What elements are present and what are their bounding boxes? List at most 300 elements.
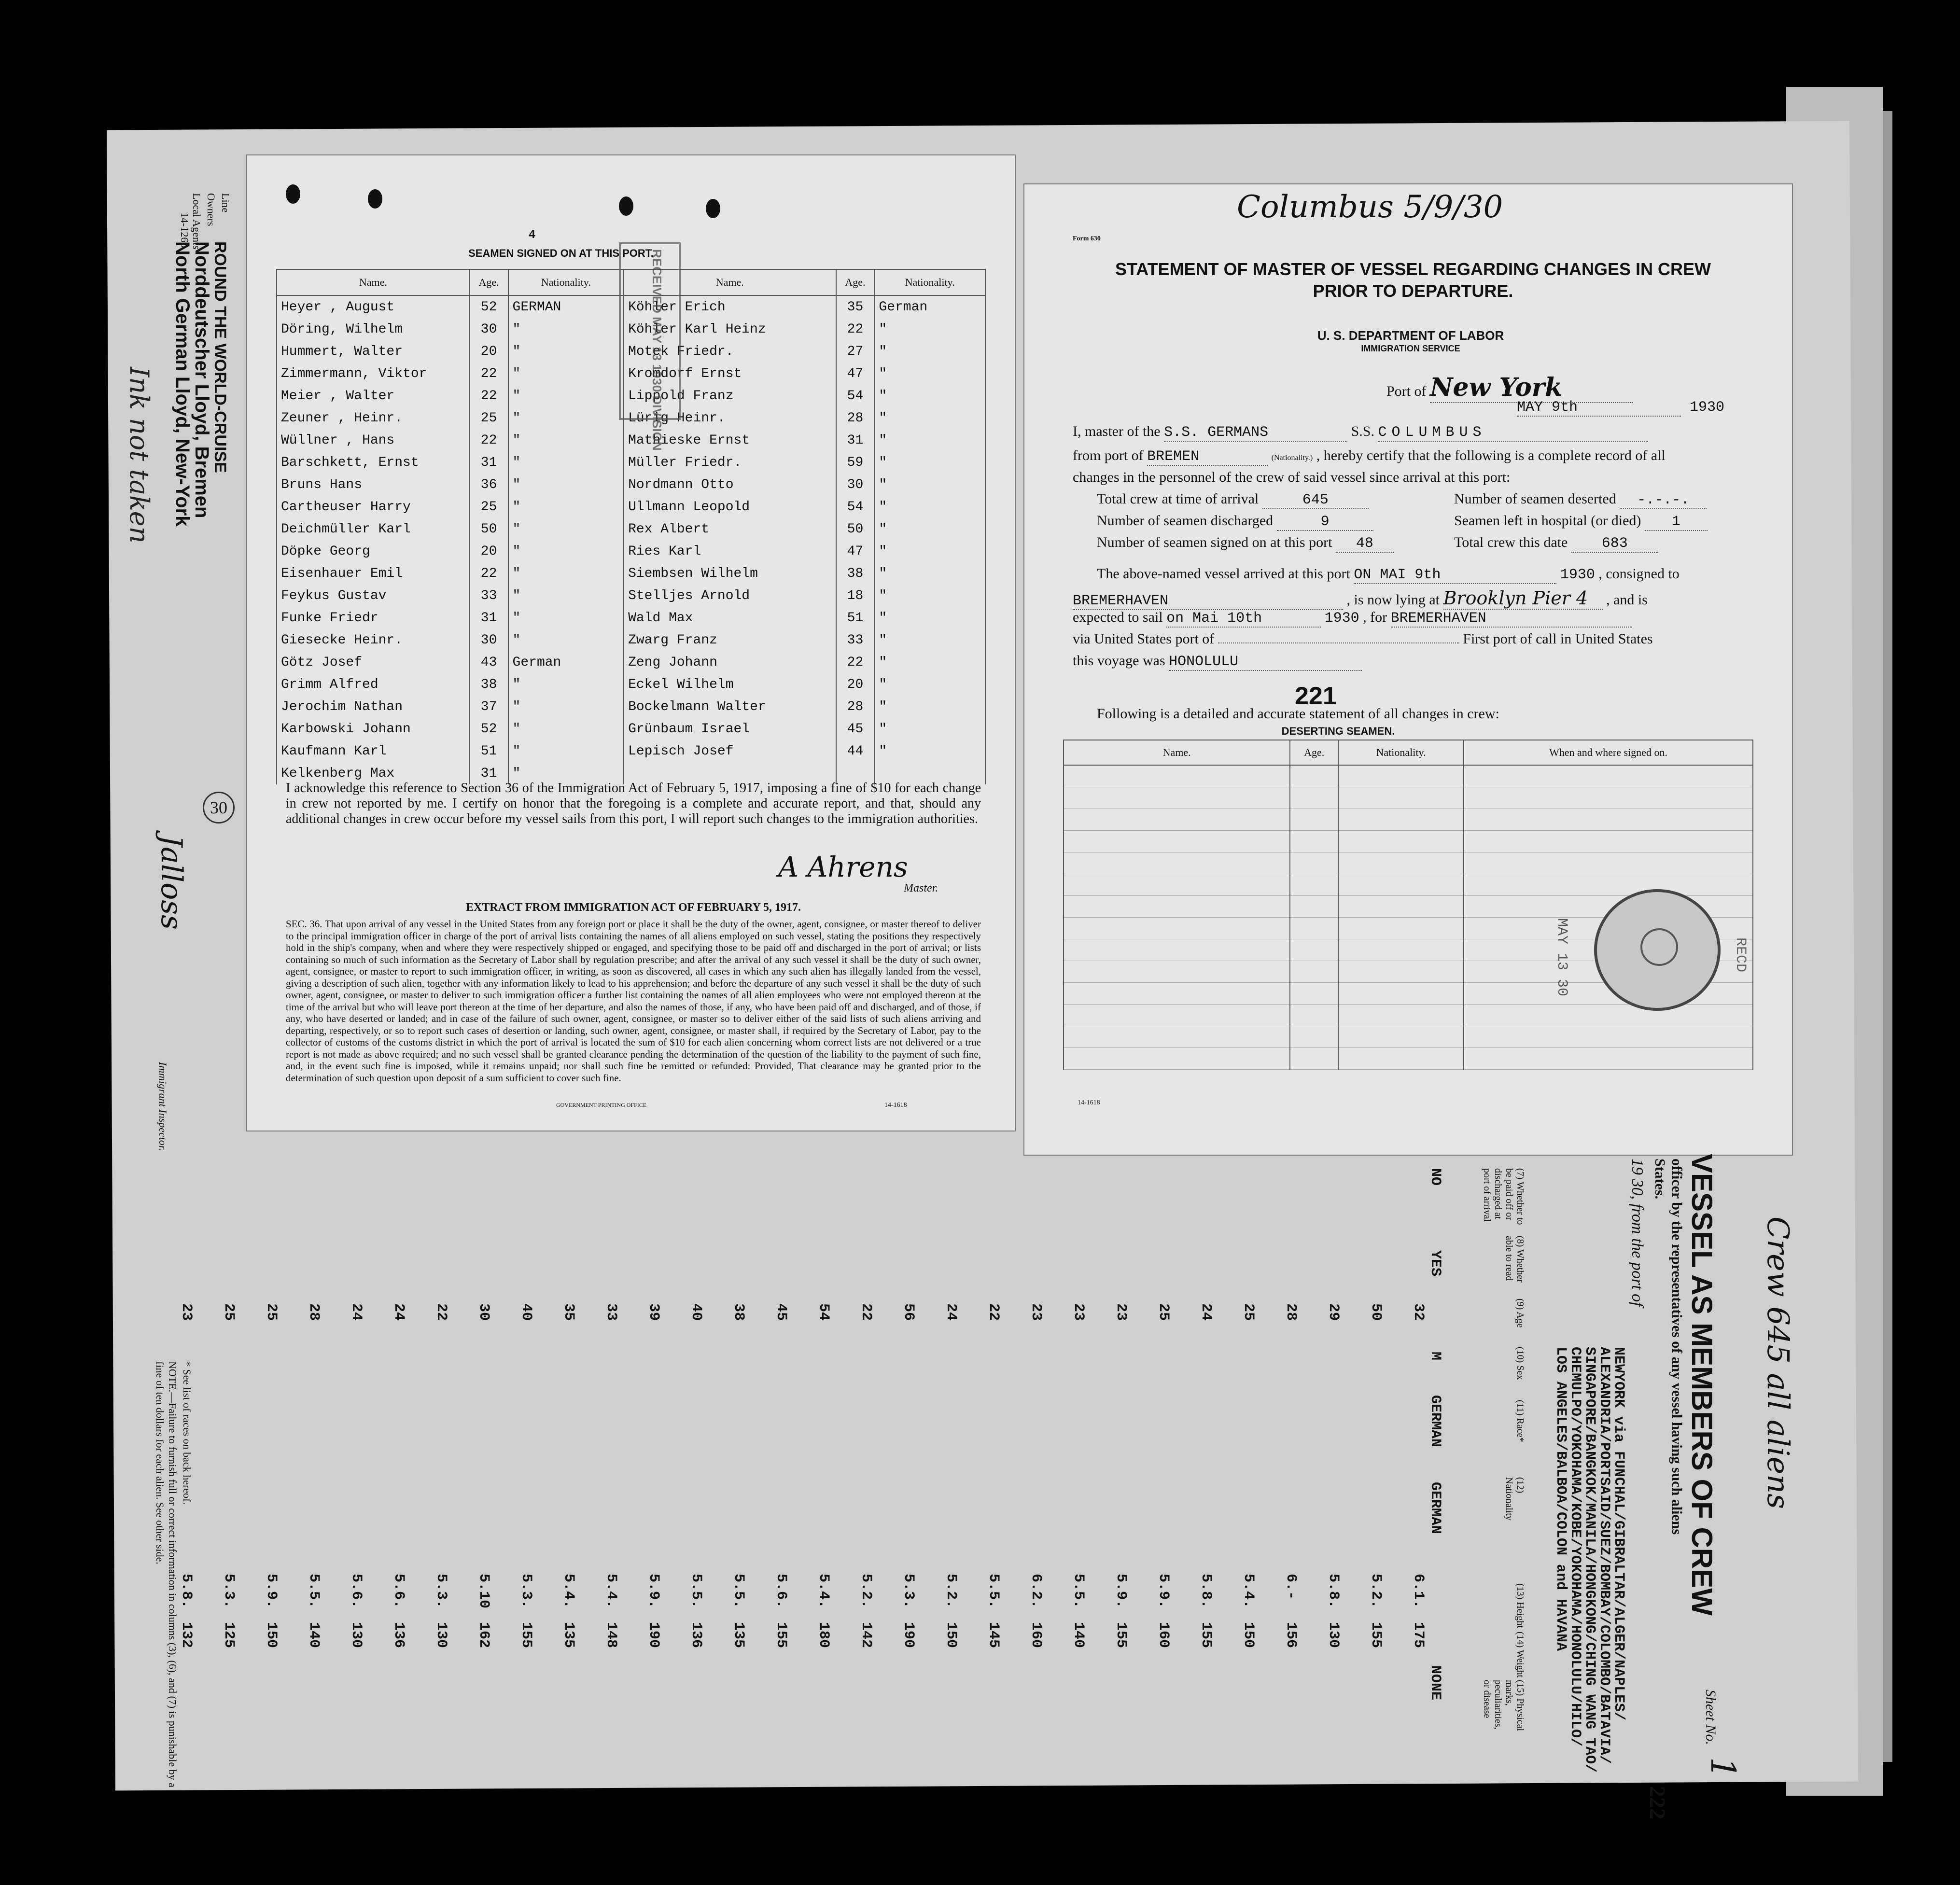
cell-name: Hummert, Walter <box>277 340 470 363</box>
manifest-weight: 175 <box>1410 1622 1427 1648</box>
table-row <box>277 651 985 673</box>
sheet-label: Sheet No. <box>1703 1690 1719 1745</box>
cell-age: 22 <box>836 651 875 673</box>
manifest-states: States. <box>1652 1159 1668 1200</box>
sheet-stamp: 222 <box>1645 1786 1670 1819</box>
from-port-value: BREMEN <box>1147 448 1268 466</box>
empty-cell <box>1290 961 1338 983</box>
form-code: 14-1618 <box>1078 1099 1100 1106</box>
route-label: 19 30, from the port of <box>1628 1159 1646 1307</box>
cell-name: Götz Josef <box>277 651 470 673</box>
cell-name: Ries Karl <box>624 540 836 562</box>
table-row <box>277 474 985 496</box>
manifest-height: 5.2. <box>1368 1574 1384 1609</box>
arrived-value: ON MAI 9th <box>1354 567 1556 584</box>
cell-name: Giesecke Heinr. <box>277 629 470 651</box>
empty-cell <box>1064 896 1290 918</box>
manifest-age: 25 <box>1240 1303 1257 1321</box>
manifest-height: 5.9. <box>1113 1574 1129 1609</box>
manifest-age: 24 <box>943 1303 959 1321</box>
sail-year: 1930 <box>1324 610 1359 627</box>
cell-age: 22 <box>836 318 875 340</box>
arrived-text: The above-named vessel arrived at this port <box>1097 566 1350 582</box>
vessel-nationality: S.S. GERMANS <box>1164 424 1347 442</box>
manifest-weight: 156 <box>1283 1622 1299 1648</box>
manifest-weight: 155 <box>773 1622 789 1648</box>
manifest-age: 40 <box>688 1303 704 1321</box>
certify-text: , hereby certify that the following is a complete record of all <box>1316 447 1666 463</box>
column-header: (14) Weight <box>1515 1632 1526 1678</box>
table-row <box>277 518 985 540</box>
cell-age: 30 <box>470 318 508 340</box>
manifest-value-read: YES <box>1427 1250 1443 1277</box>
cell-name: Rex Albert <box>624 518 836 540</box>
first-port-text: First port of call in United States <box>1463 631 1653 647</box>
empty-cell <box>1064 961 1290 983</box>
cell-age: 47 <box>836 540 875 562</box>
cell-nationality: " <box>874 607 985 629</box>
date-value: MAY 9th <box>1517 399 1681 417</box>
agents-label: Local Agents <box>191 193 203 250</box>
manifest-age: 22 <box>433 1303 449 1321</box>
empty-cell <box>1290 896 1338 918</box>
cell-age: 28 <box>836 696 875 718</box>
empty-cell <box>1064 831 1290 852</box>
empty-cell <box>1064 852 1290 874</box>
manifest-weight: 160 <box>1155 1622 1172 1648</box>
column-header: (15) Physical marks, peculiarities, or disease <box>1482 1680 1526 1731</box>
empty-cell <box>1064 874 1290 896</box>
table-row <box>277 496 985 518</box>
cell-nationality: " <box>874 673 985 696</box>
manifest-age: 24 <box>1198 1303 1214 1321</box>
manifest-age: 25 <box>221 1303 237 1321</box>
statement-title: STATEMENT OF MASTER OF VESSEL REGARDING CHANGES IN CREW <box>1115 259 1711 279</box>
table-row <box>1064 852 1753 874</box>
cell-nationality: " <box>874 740 985 762</box>
manifest-weight: 136 <box>688 1622 704 1648</box>
cell-name: Bockelmann Walter <box>624 696 836 718</box>
following-text: Following is a detailed and accurate statement of all changes in crew: <box>1097 706 1499 722</box>
cell-nationality: " <box>508 585 624 607</box>
cell-age: 22 <box>470 429 508 451</box>
via-line <box>1073 631 1653 647</box>
cell-age: 35 <box>836 295 875 318</box>
column-header: (11) Race* <box>1515 1400 1526 1442</box>
arrived-year: 1930 <box>1560 567 1595 583</box>
empty-cell <box>1338 1026 1464 1048</box>
cell-nationality: " <box>508 562 624 585</box>
circled-number: 30 <box>203 792 235 824</box>
cell-age: 52 <box>470 718 508 740</box>
cell-nationality: " <box>508 474 624 496</box>
cell-nationality: " <box>874 718 985 740</box>
total-arrival-line <box>1097 491 1369 509</box>
changes-text: changes in the personnel of the crew of said vessel since arrival at this port: <box>1073 469 1511 485</box>
for-text: , for <box>1363 609 1387 625</box>
sheet-value: 1 <box>1703 1757 1743 1779</box>
cell-nationality: " <box>874 518 985 540</box>
cell-nationality: " <box>874 363 985 385</box>
empty-cell <box>1338 809 1464 831</box>
manifest-height: 5.10 <box>476 1574 492 1609</box>
manifest-age: 23 <box>1113 1303 1129 1321</box>
seal-center <box>1640 928 1678 966</box>
header-nationality: Nationality. <box>874 269 985 295</box>
manifest-height: 5.4. <box>560 1574 577 1609</box>
cell-nationality: " <box>874 340 985 363</box>
cell-name: Ullmann Leopold <box>624 496 836 518</box>
table-row <box>1064 831 1753 852</box>
empty-cell <box>1064 939 1290 961</box>
manifest-height: 6.- <box>1283 1574 1299 1600</box>
empty-cell <box>1338 939 1464 961</box>
table-row <box>1064 787 1753 809</box>
table-row <box>277 562 985 585</box>
manifest-age: 50 <box>1368 1303 1384 1321</box>
manifest-height: 5.9. <box>1155 1574 1172 1609</box>
cell-age: 52 <box>470 295 508 318</box>
cell-name: Köhler Karl Heinz <box>624 318 836 340</box>
manifest-value-sex: M <box>1427 1352 1443 1361</box>
cell-name: Nordmann Otto <box>624 474 836 496</box>
received-date-stamp: MAY 13 30 <box>1554 918 1570 997</box>
cell-nationality: " <box>508 518 624 540</box>
manifest-height: 5.4. <box>1240 1574 1257 1609</box>
empty-cell <box>1338 765 1464 787</box>
manifest-height: 5.5. <box>1070 1574 1087 1609</box>
empty-cell <box>1290 852 1338 874</box>
manifest-age: 28 <box>306 1303 322 1321</box>
manifest-height: 5.6. <box>773 1574 789 1609</box>
header-nationality: Nationality. <box>508 269 624 295</box>
table-row <box>277 585 985 607</box>
manifest-weight: 148 <box>603 1622 619 1648</box>
cell-age: 31 <box>470 451 508 474</box>
manifest-weight: 130 <box>348 1622 364 1648</box>
empty-cell <box>1064 1005 1290 1026</box>
manifest-height: 5.4. <box>603 1574 619 1609</box>
hospital-value: 1 <box>1645 514 1708 531</box>
deserting-title: DESERTING SEAMEN. <box>1281 725 1395 737</box>
cell-name: Lepisch Josef <box>624 740 836 762</box>
empty-cell <box>1064 918 1290 939</box>
cell-name: Deichmüller Karl <box>277 518 470 540</box>
cell-name: Müller Friedr. <box>624 451 836 474</box>
hospital-label: Seamen left in hospital (or died) <box>1454 513 1641 529</box>
empty-cell <box>1064 787 1290 809</box>
empty-cell <box>1464 809 1753 831</box>
master-of-label: I, master of the <box>1073 423 1161 439</box>
header-name: Name. <box>624 269 836 295</box>
table-row <box>277 696 985 718</box>
cell-nationality: " <box>508 762 624 784</box>
inspector-signature: Jalloss <box>154 835 188 930</box>
cell-name: Zeuner , Heinr. <box>277 407 470 429</box>
cell-age: 54 <box>836 385 875 407</box>
nationality-label: (Nationality.) <box>1271 454 1313 462</box>
cell-nationality: " <box>508 540 624 562</box>
manifest-age: 40 <box>518 1303 534 1321</box>
empty-cell <box>1290 787 1338 809</box>
header-signed-on: When and where signed on. <box>1464 740 1753 765</box>
empty-cell <box>1464 1048 1753 1070</box>
service-label: IMMIGRATION SERVICE <box>1361 344 1460 353</box>
cell-age: 22 <box>470 363 508 385</box>
footnote-races: * See list of races on back hereof. <box>181 1361 193 1505</box>
cell-age: 33 <box>470 585 508 607</box>
table-row <box>1064 809 1753 831</box>
ss-label: S.S. <box>1351 423 1374 439</box>
deserted-value: -.-.-. <box>1620 492 1707 509</box>
manifest-weight: 160 <box>1028 1622 1044 1648</box>
cell-name: Kaufmann Karl <box>277 740 470 762</box>
column-header: (13) Height <box>1515 1583 1526 1628</box>
cell-age: 31 <box>470 762 508 784</box>
from-port-line <box>1073 447 1666 466</box>
manifest-age: 30 <box>476 1303 492 1321</box>
cell-nationality: " <box>508 718 624 740</box>
manifest-age: 33 <box>603 1303 619 1321</box>
manifest-age: 35 <box>560 1303 577 1321</box>
sheet-number-stamp: 221 <box>1295 682 1337 710</box>
manifest-value-marks: NONE <box>1427 1665 1443 1701</box>
cell-age: 30 <box>470 629 508 651</box>
punch-hole <box>619 196 633 216</box>
table-row <box>277 540 985 562</box>
manifest-weight: 130 <box>433 1622 449 1648</box>
manifest-weight: 190 <box>645 1622 662 1648</box>
line-value: ROUND THE WORLD-CRUISE <box>211 241 229 473</box>
manifest-height: 5.5. <box>688 1574 704 1609</box>
manifest-height: 5.2. <box>858 1574 874 1609</box>
cell-name: Wüllner , Hans <box>277 429 470 451</box>
manifest-age: 23 <box>1070 1303 1087 1321</box>
cell-nationality: " <box>874 651 985 673</box>
cell-name: Motek Friedr. <box>624 340 836 363</box>
discharged-line <box>1097 513 1373 531</box>
section-title: SEAMEN SIGNED ON AT THIS PORT. <box>468 247 654 259</box>
cell-age: 20 <box>470 540 508 562</box>
total-arrival-value: 645 <box>1262 492 1369 509</box>
form-code: 14-1618 <box>884 1102 907 1109</box>
route-line: NEWYORK via FUNCHAL/GIBRALTAR/ALGER/NAPLES/ <box>1610 1347 1627 1721</box>
route-line: LOS ANGELES/BALBOA/COLON and HAVANA <box>1553 1347 1569 1651</box>
empty-cell <box>1338 918 1464 939</box>
manifest-age: 39 <box>645 1303 662 1321</box>
cell-name: Jerochim Nathan <box>277 696 470 718</box>
manifest-value-race: GERMAN <box>1427 1395 1443 1448</box>
handwritten-margin-note: Ink not taken <box>124 367 154 544</box>
column-header: (7) Whether to be paid off or discharged at port of arrival <box>1482 1168 1526 1225</box>
sail-line <box>1073 609 1632 628</box>
total-date-value: 683 <box>1571 535 1658 553</box>
cell-name: Feykus Gustav <box>277 585 470 607</box>
consigned-text: , consigned to <box>1598 566 1680 582</box>
manifest-height: 5.5. <box>730 1574 747 1609</box>
manifest-height: 5.8. <box>1198 1574 1214 1609</box>
header-name: Name. <box>1064 740 1290 765</box>
manifest-height: 5.3. <box>433 1574 449 1609</box>
cell-nationality: " <box>508 385 624 407</box>
cell-nationality: " <box>874 562 985 585</box>
department-label: U. S. DEPARTMENT OF LABOR <box>1317 328 1504 343</box>
cell-name: Kelkenberg Max <box>277 762 470 784</box>
empty-cell <box>1290 939 1338 961</box>
header-nationality: Nationality. <box>1338 740 1464 765</box>
cell-name: Eisenhauer Emil <box>277 562 470 585</box>
cell-age: 59 <box>836 451 875 474</box>
cell-age: 28 <box>836 407 875 429</box>
column-header: (9) Age <box>1515 1299 1526 1328</box>
manifest-weight: 142 <box>858 1622 874 1648</box>
manifest-height: 5.9. <box>263 1574 280 1609</box>
empty-cell <box>1464 765 1753 787</box>
manifest-weight: 162 <box>476 1622 492 1648</box>
table-row <box>1064 1026 1753 1048</box>
manifest-height: 5.3. <box>221 1574 237 1609</box>
consignee-value: BREMERHAVEN <box>1073 593 1343 610</box>
master-line <box>1073 423 1648 442</box>
lying-text: , is now lying at <box>1346 592 1440 608</box>
acknowledgement-text: I acknowledge this reference to Section 36 of the Immigration Act of February 5, 1917, imposing a fine of $10 for each change in crew not reported by me. I certify on honor that the foregoing is a complete and accurate report, and that, should any additional changes in crew occur before my vessel sails from this port, I will report such changes to the immigration authorities. <box>286 781 981 826</box>
cell-name: Siembsen Wilhelm <box>624 562 836 585</box>
voyage-value: HONOLULU <box>1169 654 1362 671</box>
total-date-label: Total crew this date <box>1454 534 1568 550</box>
table-row <box>277 429 985 451</box>
consignee-line <box>1073 587 1648 610</box>
cell-name: Cartheuser Harry <box>277 496 470 518</box>
expected-text: expected to sail <box>1073 609 1163 625</box>
empty-cell <box>1338 787 1464 809</box>
cell-age: 33 <box>836 629 875 651</box>
manifest-age: 23 <box>1028 1303 1044 1321</box>
empty-cell <box>1338 1048 1464 1070</box>
extract-text: SEC. 36. That upon arrival of any vessel in the United States from any foreign port or place it shall be the duty of the owner, agent, consignee, or master thereof to deliver to the principal immigration officer in charge of the port of arrival lists containing the names of all aliens employed on such vessel, stating the positions they respectively hold in the ship's company, when and where they were respectively shipped or engaged, and specifying those to be paid off and discharged in the port of arrival; or lists containing so much of such information as the Secretary of Labor shall by regulation prescribe; and after the arrival of any such vessel it shall be the duty of such owner, agent, consignee, or master to report to such immigration officer, in writing, as soon as discovered, all cases in which any such alien has illegally landed from the vessel, giving a description of such alien, together with any information likely to lead to his apprehension; and before the departure of any such vessel it shall be the duty of such owner, agent, consignee, or master to deliver to such immigration officer a further list containing the names of all alien employees who were not employed thereon at the time of the arrival but who will leave port thereon at the time of her departure, and also the names of those, if any, who have been paid off and discharged, and of those, if any, who have deserted or landed; and in case of the failure of such owner, agent, consignee, or master so to deliver either of the said lists of such aliens arriving and departing, respectively, or so to report such cases of desertion or landing, such owner, agent, consignee, or master shall, if required by the Secretary of Labor, pay to the collector of customs of the customs district in which the port of arrival is located the sum of $10 for each alien concerning whom correct lists are not delivered or a true report is not made as above required; and no such vessel shall be granted clearance pending the determination of the question of the liability to the payment of such fine, and, in the event such fine is imposed, while it remains unpaid; nor shall such fine be remitted or refunded: Provided, That clearance may be granted prior to the determination of such question upon deposit of a sum sufficient to cover such fine. <box>286 918 981 1084</box>
cell-age: 22 <box>470 385 508 407</box>
manifest-age: 22 <box>985 1303 1002 1321</box>
cell-nationality: " <box>874 496 985 518</box>
from-port-label: from port of <box>1073 447 1144 463</box>
empty-cell <box>1464 1005 1753 1026</box>
empty-cell <box>1064 983 1290 1005</box>
cell-nationality: " <box>508 451 624 474</box>
voyage-line <box>1073 653 1362 671</box>
empty-cell <box>1290 1005 1338 1026</box>
header-age: Age. <box>836 269 875 295</box>
cell-name: Barschkett, Ernst <box>277 451 470 474</box>
cell-name: Döring, Wilhelm <box>277 318 470 340</box>
manifest-subtitle: officer by the representatives of any vessel having such aliens <box>1669 1159 1685 1535</box>
cell-name: Zwarg Franz <box>624 629 836 651</box>
port-line <box>1386 373 1633 403</box>
manifest-age: 45 <box>773 1303 789 1321</box>
cell-name: Stelljes Arnold <box>624 585 836 607</box>
manifest-height: 5.6. <box>348 1574 364 1609</box>
signed-on-line <box>1097 534 1394 553</box>
manifest-age: 25 <box>263 1303 280 1321</box>
empty-cell <box>1064 765 1290 787</box>
manifest-value-nationality: GERMAN <box>1427 1482 1443 1535</box>
manifest-height: 5.2. <box>943 1574 959 1609</box>
table-row <box>277 740 985 762</box>
manifest-height: 5.8. <box>178 1574 195 1609</box>
empty-cell <box>1338 983 1464 1005</box>
cell-name: Grimm Alfred <box>277 673 470 696</box>
manifest-weight: 155 <box>518 1622 534 1648</box>
empty-cell <box>1290 1048 1338 1070</box>
punch-hole <box>286 184 300 204</box>
manifest-age: 56 <box>900 1303 917 1321</box>
manifest-weight: 130 <box>1325 1622 1342 1648</box>
port-label: Port of <box>1386 383 1427 399</box>
cell-age: 50 <box>836 518 875 540</box>
cell-nationality: " <box>874 429 985 451</box>
cell-age: 47 <box>836 363 875 385</box>
cell-nationality: " <box>508 696 624 718</box>
manifest-weight: 140 <box>1070 1622 1087 1648</box>
cell-nationality: German <box>508 651 624 673</box>
manifest-age: 32 <box>1410 1303 1427 1321</box>
cell-age: 44 <box>836 740 875 762</box>
cell-nationality: " <box>508 673 624 696</box>
empty-cell <box>1290 874 1338 896</box>
printing-office: GOVERNMENT PRINTING OFFICE <box>556 1102 647 1108</box>
discharged-label: Number of seamen discharged <box>1097 513 1274 529</box>
cell-name: Eckel Wilhelm <box>624 673 836 696</box>
manifest-height: 5.3. <box>900 1574 917 1609</box>
empty-cell <box>1338 1005 1464 1026</box>
cell-name: Meier , Walter <box>277 385 470 407</box>
manifest-height: 5.6. <box>391 1574 407 1609</box>
master-signature: A Ahrens <box>778 851 908 883</box>
manifest-height: 5.9. <box>645 1574 662 1609</box>
manifest-weight: 180 <box>815 1622 832 1648</box>
cell-nationality: " <box>874 474 985 496</box>
manifest-weight: 155 <box>1368 1622 1384 1648</box>
table-row <box>1064 765 1753 787</box>
cell-age: 18 <box>836 585 875 607</box>
signed-on-value: 48 <box>1336 535 1394 553</box>
manifest-value-paid-off: NO <box>1427 1168 1443 1186</box>
manifest-height: 5.4. <box>815 1574 832 1609</box>
cell-name: Grünbaum Israel <box>624 718 836 740</box>
table-header-row <box>1064 740 1753 765</box>
master-statement-sheet <box>1023 183 1793 1156</box>
manifest-age: 22 <box>858 1303 874 1321</box>
manifest-weight: 132 <box>178 1622 195 1648</box>
sail-value: on Mai 10th <box>1166 610 1321 628</box>
date-line <box>1517 399 1724 417</box>
empty-cell <box>1290 1026 1338 1048</box>
seamen-signed-on-sheet <box>246 154 1016 1131</box>
table-row <box>277 673 985 696</box>
empty-cell <box>1064 1026 1290 1048</box>
deserted-line <box>1454 491 1707 509</box>
manifest-weight: 135 <box>730 1622 747 1648</box>
form-number: 14-1260 <box>179 212 191 248</box>
for-value: BREMERHAVEN <box>1391 610 1632 628</box>
manifest-weight: 135 <box>560 1622 577 1648</box>
line-label: Line <box>220 193 232 213</box>
cell-age: 22 <box>470 562 508 585</box>
route-line: ALEXANDRIA/PORTSAID/SUEZ/BOMBAY/COLOMBO/BATAVIA/ <box>1596 1347 1612 1764</box>
via-text: via United States port of <box>1073 631 1215 647</box>
header-age: Age. <box>470 269 508 295</box>
manifest-height: 5.8. <box>1325 1574 1342 1609</box>
cell-nationality: " <box>508 407 624 429</box>
extract-title: EXTRACT FROM IMMIGRATION ACT OF FEBRUARY 5, 1917. <box>465 901 801 914</box>
